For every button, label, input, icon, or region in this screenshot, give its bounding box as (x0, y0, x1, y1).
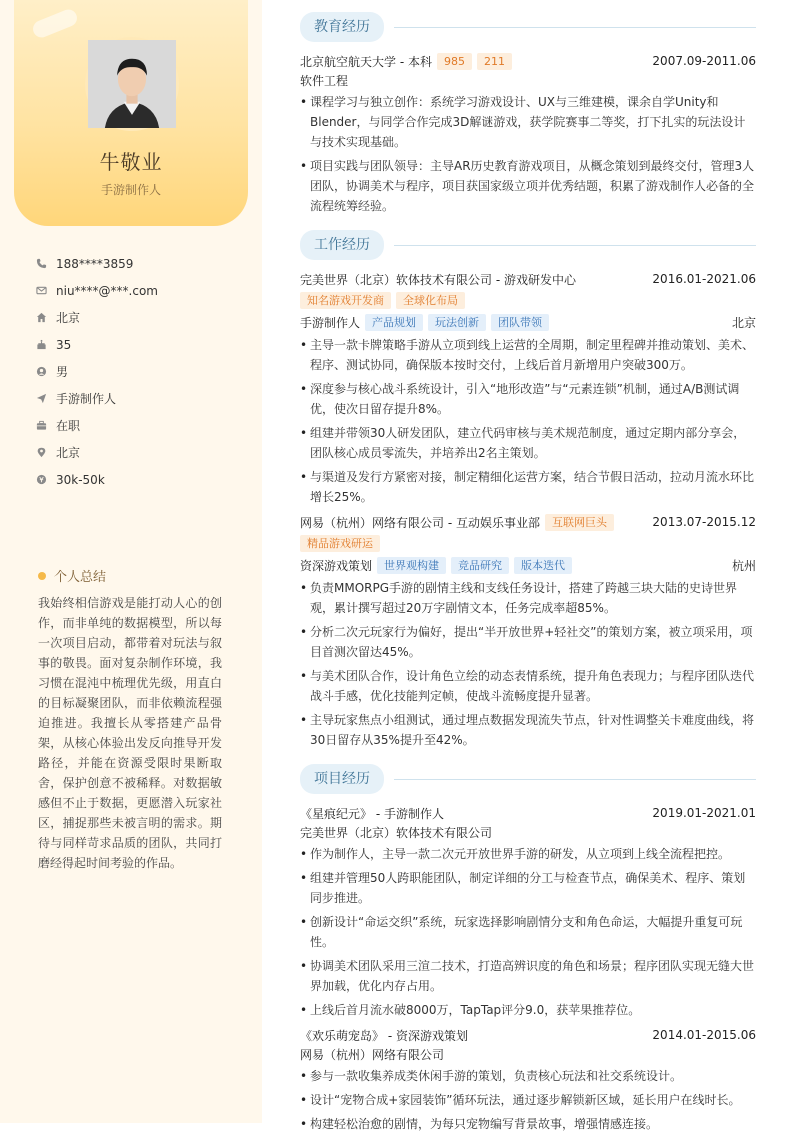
contact-age (36, 331, 246, 358)
school-name: 北京航空航天大学 - 本科 (300, 54, 432, 69)
skill-tag: 世界观构建 (377, 557, 446, 574)
company-tag: 互联网巨头 (545, 514, 614, 531)
education-major: 软件工程 (300, 74, 349, 88)
job-period: 2016.01-2021.06 (652, 272, 756, 286)
summary-heading-text: 个人总结 (54, 570, 107, 585)
project-period: 2019.01-2021.01 (652, 806, 756, 820)
education-heading: 教育经历 (300, 12, 384, 42)
list-item: • 深度参与核心战斗系统设计，引入“地形改造”与“元素连锁”机制，通过A/B测试调优，使次日留存提升8%。 (300, 379, 756, 419)
list-item: • 项目实践与团队领导：主导AR历史教育游戏项目，从概念策划到最终交付，管理3人团队，协调美术与程序，项目获国家级立项并优秀结题，积累了游戏制作人必备的全流程统筹经验。 (300, 156, 756, 216)
project-company: 完美世界（北京）软体技术有限公司 (300, 826, 493, 840)
company-tag: 精品游戏研运 (300, 535, 380, 552)
contact-email-text: niu****@***.com (56, 283, 158, 298)
list-item: • 主导一款卡牌策略手游从立项到线上运营的全周期，制定里程碑并推动策划、美术、程序、测试协同，确保版本按时交付，上线后首月新增用户突破300万。 (300, 335, 756, 375)
home-icon (36, 312, 56, 323)
contact-email (36, 277, 246, 304)
main-content (300, 12, 756, 1138)
avatar (85, 37, 179, 131)
education-section-header (300, 12, 756, 42)
projects-section-header (300, 764, 756, 794)
sidebar (0, 0, 262, 1123)
contact-location-text: 北京 (56, 446, 81, 460)
profile-title: 手游制作人 (100, 183, 161, 197)
job-bullets (300, 335, 756, 507)
contact-home (36, 304, 246, 331)
job-company: 网易（杭州）网络有限公司 - 互动娱乐事业部 (300, 515, 540, 530)
phone-icon (36, 258, 56, 269)
list-item: • 参与一款收集养成类休闲手游的策划，负责核心玩法和社交系统设计。 (300, 1066, 756, 1086)
contact-gender (36, 358, 246, 385)
project-row (300, 1024, 756, 1046)
project-bullets (300, 1066, 756, 1134)
profile-name: 牛敬业 (99, 150, 163, 174)
contact-list (36, 250, 246, 493)
list-item: • 与美术团队合作，设计角色立绘的动态表情系统，提升角色表现力；与程序团队迭代战斗手感，优化技能判定帧，使战斗流畅度提升显著。 (300, 666, 756, 706)
contact-home-text: 北京 (56, 311, 81, 325)
project-row (300, 802, 756, 824)
company-tag: 全球化布局 (396, 292, 465, 309)
mail-icon (36, 285, 56, 296)
contact-phone-text: 188****3859 (56, 256, 134, 271)
contact-status (36, 412, 246, 439)
cake-icon (36, 339, 56, 350)
summary-heading (38, 566, 106, 585)
contact-status-text: 在职 (56, 419, 81, 433)
project-bullets (300, 844, 756, 1020)
projects-heading: 项目经历 (300, 764, 384, 794)
send-icon (36, 393, 56, 404)
education-period: 2007.09-2011.06 (652, 54, 756, 68)
company-tags (300, 290, 756, 310)
job-position: 资深游戏策划 (300, 558, 373, 573)
skill-tag: 产品规划 (365, 314, 423, 331)
skill-tag: 团队带领 (491, 314, 549, 331)
section-divider (394, 779, 756, 780)
job-bullets (300, 578, 756, 750)
contact-age-text: 35 (56, 337, 72, 352)
list-item: • 作为制作人，主导一款二次元开放世界手游的研发，从立项到上线全流程把控。 (300, 844, 756, 864)
contact-salary-text: 30k-50k (56, 472, 105, 487)
contact-location (36, 439, 246, 466)
company-tags (300, 533, 756, 553)
work-section-header (300, 230, 756, 260)
gender-icon (36, 366, 56, 377)
skill-tag: 竞品研究 (451, 557, 509, 574)
list-item: • 课程学习与独立创作：系统学习游戏设计、UX与三维建模，课余自学Unity和Blender，与同学合作完成3D解谜游戏，获学院赛事二等奖，打下扎实的玩法设计与技术实现基础。 (300, 92, 756, 152)
list-item: • 负责MMORPG手游的剧情主线和支线任务设计，搭建了跨越三块大陆的史诗世界观，累计撰写超过20万字剧情文本，任务完成率超85%。 (300, 578, 756, 618)
briefcase-icon (36, 420, 56, 431)
badge-211: 211 (477, 53, 512, 70)
job-company: 完美世界（北京）软体技术有限公司 - 游戏研发中心 (300, 272, 576, 287)
summary-text: 我始终相信游戏是能打动人心的创作，而非单纯的数据模型，所以每一次项目启动，都带着对玩法与叙事的敬畏。面对复杂制作环境，我习惯在混沌中梳理优先级，用直白的目标凝聚团队，而非依赖流程强迫推进。我擅长从零搭建产品骨架，从核心体验出发反向推导开发路径，并能在资源受限时果断取舍，保护创意不被稀释。对数据敏感但不止于数据，更愿潜入玩家社区，捕捉那些未被言明的需求。期待与同样苛求品质的团队，共同打磨经得起时间考验的作品。 (38, 596, 222, 870)
project-company: 网易（杭州）网络有限公司 (300, 1048, 445, 1062)
section-divider (394, 27, 756, 28)
job-row (300, 268, 756, 290)
location-icon (36, 447, 56, 458)
summary-dot-icon (38, 572, 46, 580)
list-item: • 主导玩家焦点小组测试，通过埋点数据发现流失节点，针对性调整关卡难度曲线，将30日留存从35%提升至42%。 (300, 710, 756, 750)
company-tag: 知名游戏开发商 (300, 292, 391, 309)
job-city: 北京 (731, 315, 756, 330)
job-position: 手游制作人 (300, 315, 361, 330)
avatar-photo-icon (88, 40, 176, 128)
contact-salary (36, 466, 246, 493)
skill-tag: 玩法创新 (428, 314, 486, 331)
skill-tag: 版本迭代 (514, 557, 572, 574)
list-item: • 分析二次元玩家行为偏好，提出“半开放世界+轻社交”的策划方案，被立项采用，项目首测次留达45%。 (300, 622, 756, 662)
contact-gender-text: 男 (56, 365, 69, 379)
project-period: 2014.01-2015.06 (652, 1028, 756, 1042)
list-item: • 设计“宠物合成+家园装饰”循环玩法，通过逐步解锁新区域，延长用户在线时长。 (300, 1090, 756, 1110)
job-position-row (300, 554, 756, 576)
job-city: 杭州 (731, 558, 756, 573)
salary-icon (36, 474, 56, 485)
list-item: • 协调美术团队采用三渲二技术，打造高辨识度的角色和场景；程序团队实现无缝大世界加载，优化内存占用。 (300, 956, 756, 996)
contact-phone (36, 250, 246, 277)
project-name: 《欢乐萌宠岛》 - 资深游戏策划 (300, 1028, 468, 1043)
education-bullets (300, 92, 756, 216)
section-divider (394, 245, 756, 246)
job-period: 2013.07-2015.12 (652, 515, 756, 529)
badge-985: 985 (437, 53, 472, 70)
list-item: • 上线后首月流水破8000万，TapTap评分9.0，获苹果推荐位。 (300, 1000, 756, 1020)
project-name: 《星痕纪元》 - 手游制作人 (300, 806, 444, 821)
job-row (300, 511, 756, 533)
work-heading: 工作经历 (300, 230, 384, 260)
education-row (300, 50, 756, 72)
contact-job-text: 手游制作人 (56, 392, 117, 406)
job-position-row (300, 311, 756, 333)
list-item: • 与渠道及发行方紧密对接，制定精细化运营方案，结合节假日活动，拉动月流水环比增长25%。 (300, 467, 756, 507)
list-item: • 创新设计“命运交织”系统，玩家选择影响剧情分支和角色命运，大幅提升重复可玩性。 (300, 912, 756, 952)
list-item: • 组建并带领30人研发团队，建立代码审核与美术规范制度，通过定期内部分享会，团队核心成员零流失，并培养出2名主策划。 (300, 423, 756, 463)
list-item: • 组建并管理50人跨职能团队，制定详细的分工与检查节点，确保美术、程序、策划同步推进。 (300, 868, 756, 908)
contact-job (36, 385, 246, 412)
list-item: • 构建轻松治愈的剧情，为每只宠物编写背景故事，增强情感连接。 (300, 1114, 756, 1134)
